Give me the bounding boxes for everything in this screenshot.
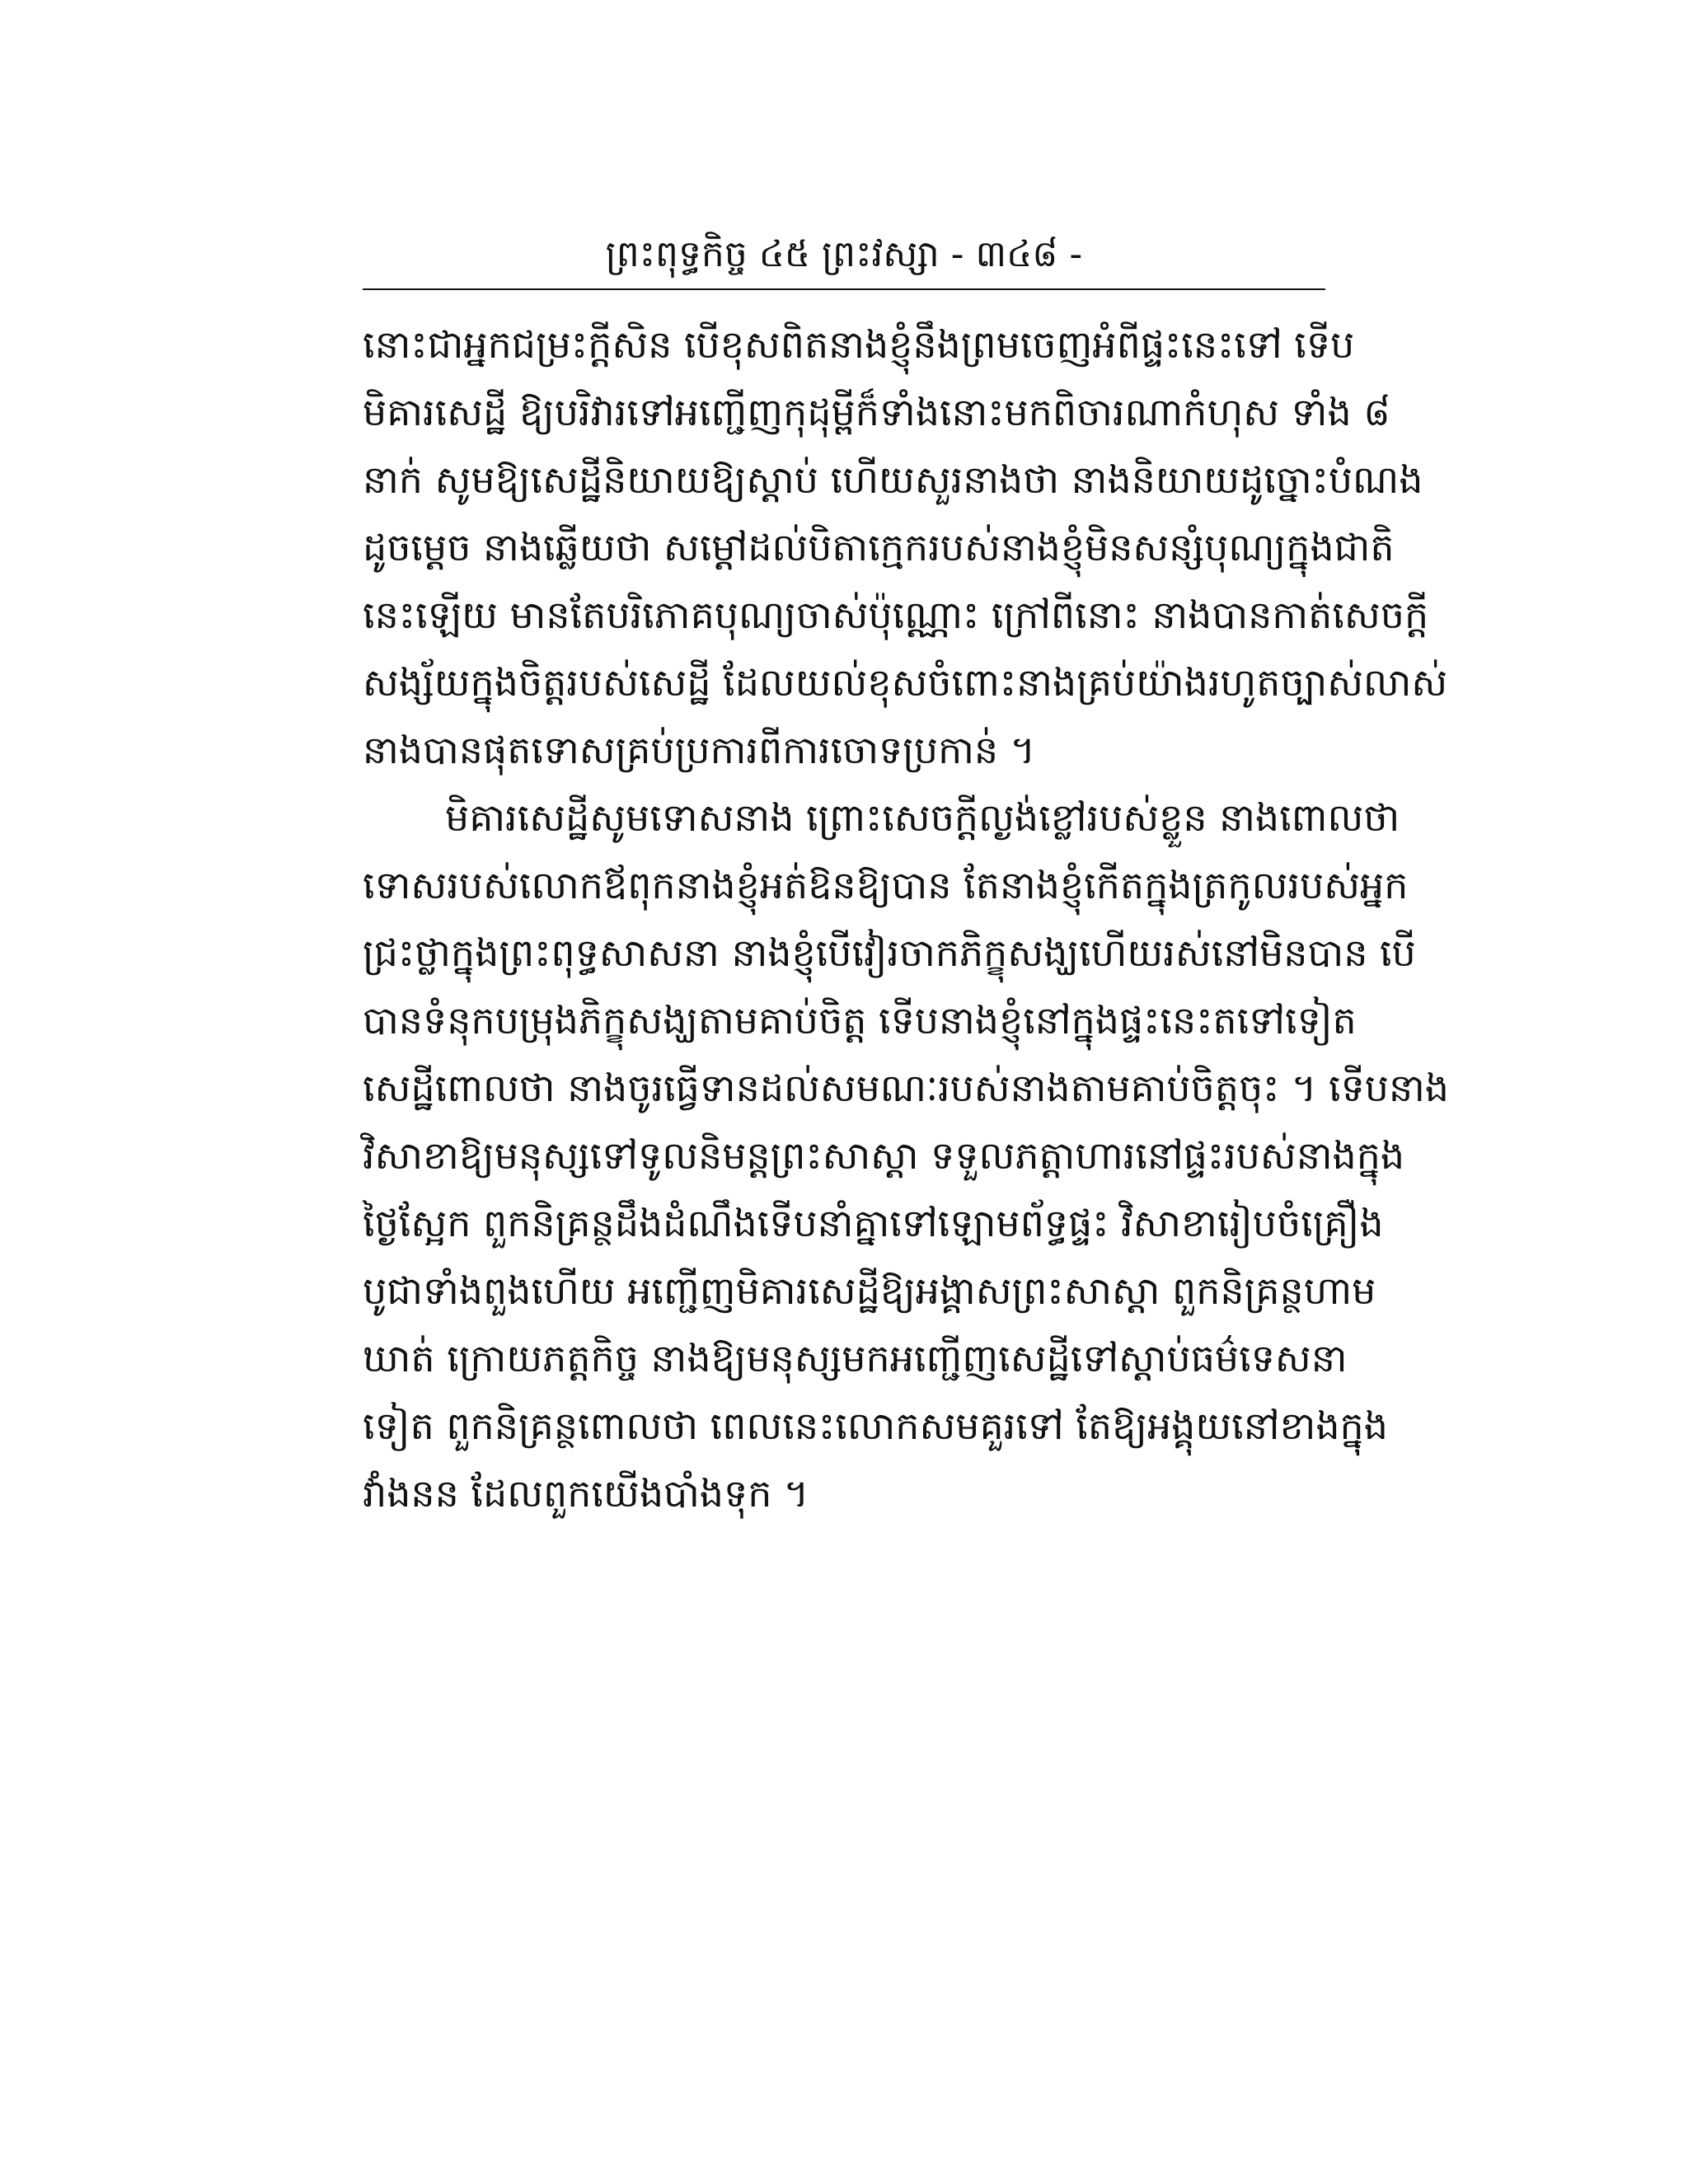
text-line: ទោសរបស់លោកឪពុកនាងខ្ញុំអត់ឱនឱ្យបាន តែនាងខ្ញុំកើតក្នុងត្រកូលរបស់អ្នក	[363, 863, 1409, 907]
text-line: ជ្រះថ្លាក្នុងព្រះពុទ្ធសាសនា នាងខ្ញុំបើវៀរចាកភិក្ខុសង្ឃហើយរស់នៅមិនបាន បើ	[363, 930, 1416, 975]
text-line: ទៀត ពួកនិគ្រន្ថពោលថា ពេលនេះលោកសមគួរទៅ តែឱ្យអង្គុយនៅខាងក្នុង	[363, 1404, 1388, 1448]
text-line: សង្ស័យក្នុងចិត្តរបស់សេដ្ឋី ដែលយល់ខុសចំពោះនាងគ្រប់យ៉ាងរហូតច្បាស់លាស់	[363, 660, 1448, 705]
text-line: ដូចម្ដេច នាងឆ្លើយថា សម្ដៅដល់បិតាក្មេករបស់នាងខ្ញុំមិនសន្សំបុណ្យក្នុងជាតិ	[363, 525, 1395, 569]
text-line: វិសាខាឱ្យមនុស្សទៅទូលនិមន្តព្រះសាស្ដា ទទួលភត្តាហារនៅផ្ទះរបស់នាងក្នុង	[363, 1133, 1405, 1178]
text-line: បានទំនុកបម្រុងភិក្ខុសង្ឃតាមគាប់ចិត្ត ទើបនាងខ្ញុំនៅក្នុងផ្ទះនេះតទៅទៀត	[363, 998, 1357, 1043]
text-line: មិគារសេដ្ឋីសូមទោសនាង ព្រោះសេចក្ដីល្ងង់ខ្លៅរបស់ខ្លួន នាងពោលថា	[445, 795, 1400, 840]
text-line: សេដ្ឋីពោលថា នាងចូរធ្វើទានដល់សមណៈរបស់នាងតាមគាប់ចិត្តចុះ ។ ទើបនាង	[363, 1066, 1449, 1110]
text-line: នេះឡើយ មានតែបរិភោគបុណ្យចាស់ប៉ុណ្ណោះ ក្រៅពីនោះ នាងបានកាត់សេចក្ដី	[363, 593, 1429, 637]
text-line: ថ្ងៃស្អែក ពួកនិគ្រន្ថដឹងដំណឹងទើបនាំគ្នាទៅឡោមព័ទ្ធផ្ទះ វិសាខារៀបចំគ្រឿង	[363, 1201, 1384, 1245]
text-line: វាំងនន ដែលពួកយើងបាំងទុក ។	[363, 1471, 809, 1516]
text-line: នោះជាអ្នកជម្រះក្ដីសិន បើខុសពិតនាងខ្ញុំនឹងព្រមចេញអំពីផ្ទះនេះទៅ ទើប	[363, 322, 1355, 367]
text-line: បូជាទាំងពួងហើយ អញ្ជើញមិគារសេដ្ឋីឱ្យអង្គាសព្រះសាស្ដា ពួកនិគ្រន្ថហាម	[363, 1268, 1376, 1313]
text-line: នាក់ សូមឱ្យសេដ្ឋីនិយាយឱ្យស្ដាប់ ហើយសួរនាងថា នាងនិយាយដូច្នោះបំណង	[363, 457, 1423, 502]
text-line: ឃាត់ ក្រោយភត្តកិច្ច នាងឱ្យមនុស្សមកអញ្ជើញសេដ្ឋីទៅស្ដាប់ធម៌ទេសនា	[363, 1336, 1348, 1380]
running-header: ព្រះពុទ្ធកិច្ច ៤៥ ព្រះវស្សា - ៣៤៨ -	[605, 233, 1083, 275]
text-line: មិគារសេដ្ឋី ឱ្យបរិវារទៅអញ្ជើញកុដុម្ពីក៏ទាំងនោះមកពិចារណាកំហុស ទាំង ៨	[363, 390, 1390, 434]
text-line: នាងបានផុតទោសគ្រប់ប្រការពីការចោទប្រកាន់ ។	[363, 728, 1036, 772]
header-rule	[363, 288, 1325, 290]
